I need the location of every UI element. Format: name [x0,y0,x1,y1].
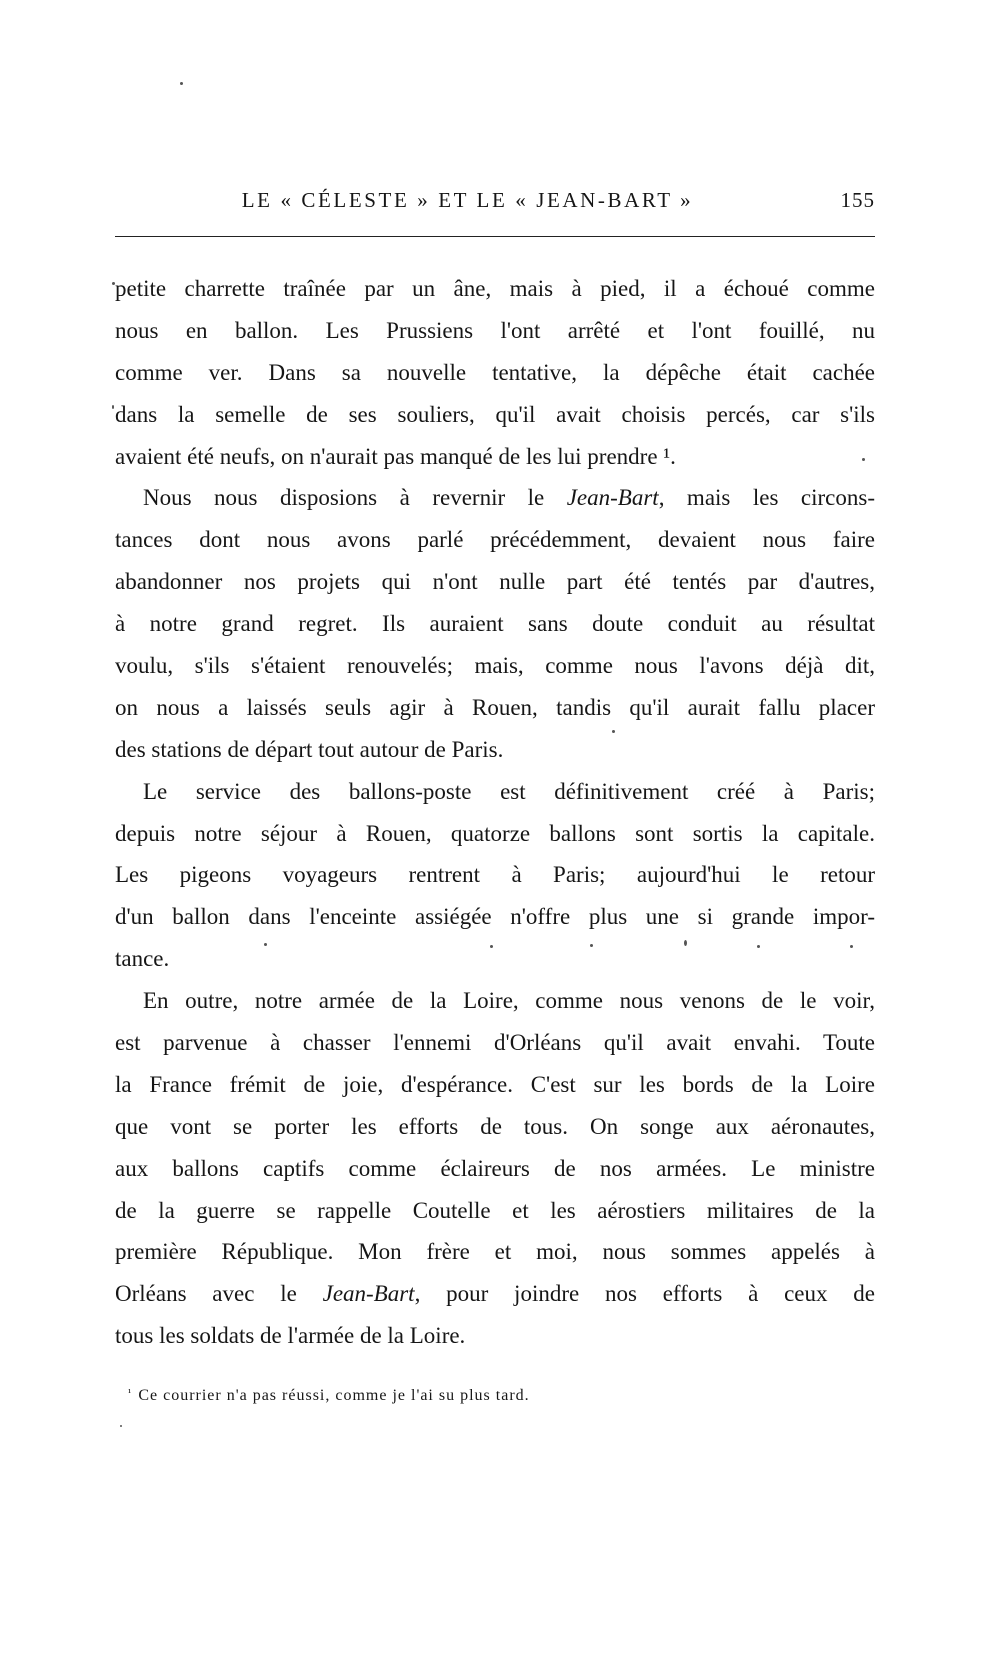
scan-speck [684,940,687,946]
scan-speck [590,944,593,947]
footnote-mark: ¹ [128,1387,133,1399]
scan-speck [264,943,267,946]
text-line: tance. [115,946,170,972]
text-line: Orléans avec le Jean-Bart, pour joindre nos efforts à ceux de [115,1281,875,1307]
ship-name: Jean-Bart [566,485,659,511]
text-line: que vont se porter les efforts de tous. On songe aux aéronautes, [115,1113,875,1139]
scan-speck [120,1425,122,1427]
text-line: on nous a laissés seuls agir à Rouen, tandis qu'il aurait fallu placer [115,694,875,720]
scan-speck [612,730,615,733]
scan-speck [850,945,853,948]
text-line: Le service des ballons-poste est définitivement créé à Paris; [143,778,875,804]
running-title: LE « CÉLESTE » ET LE « JEAN-BART » [241,188,694,212]
text-line: comme ver. Dans sa nouvelle tentative, la dépêche était cachée [115,359,875,385]
text-line: tances dont nous avons parlé précédemment, devaient nous faire [115,527,875,553]
text-line: est parvenue à chasser l'ennemi d'Orléans qu'il avait envahi. Toute [115,1030,875,1056]
text-line: la France frémit de joie, d'espérance. C'est sur les bords de la Loire [115,1071,875,1097]
text-line: aux ballons captifs comme éclaireurs de nos armées. Le ministre [115,1155,875,1181]
body-text [115,268,875,1357]
text-line: à notre grand regret. Ils auraient sans doute conduit au résultat [115,611,875,637]
text-line: de la guerre se rappelle Coutelle et les aérostiers militaires de la [115,1197,875,1223]
text-line: abandonner nos projets qui n'ont nulle part été tentés par d'autres, [115,569,875,595]
text-line: Nous nous disposions à revernir le Jean-Bart, mais les circons- [143,485,875,511]
text-line: nous en ballon. Les Prussiens l'ont arrêté et l'ont fouillé, nu [115,317,875,343]
text-line: avaient été neufs, on n'aurait pas manqué de les lui prendre ¹. [115,443,676,469]
text-line: dans la semelle de ses souliers, qu'il avait choisis percés, car s'ils [115,401,875,427]
text-line: petite charrette traînée par un âne, mais à pied, il a échoué comme [115,276,875,301]
scan-speck [490,945,493,948]
text-line: première République. Mon frère et moi, nous sommes appelés à [115,1239,875,1265]
running-head [115,188,875,222]
footnote-text: Ce courrier n'a pas réussi, comme je l'ai su plus tard. [138,1387,530,1404]
scan-speck [757,945,760,948]
text-line: depuis notre séjour à Rouen, quatorze ballons sont sortis la capitale. [115,820,875,846]
text-line: des stations de départ tout autour de Paris. [115,736,504,762]
text-line: Les pigeons voyageurs rentrent à Paris; aujourd'hui le retour [115,862,875,888]
scan-speck [180,82,183,85]
text-line: tous les soldats de l'armée de la Loire. [115,1323,466,1349]
header-rule [115,236,875,237]
ship-name: Jean-Bart [322,1281,415,1307]
footnote [128,1387,848,1405]
scan-speck [112,405,114,409]
text-line: d'un ballon dans l'enceinte assiégée n'offre plus une si grande impor- [115,904,875,930]
scan-speck [112,282,115,285]
text-line: voulu, s'ils s'étaient renouvelés; mais, comme nous l'avons déjà dit, [115,653,875,679]
page-number: 155 [840,188,875,212]
text-line: En outre, notre armée de la Loire, comme nous venons de le voir, [143,988,875,1014]
scan-speck [862,458,865,461]
